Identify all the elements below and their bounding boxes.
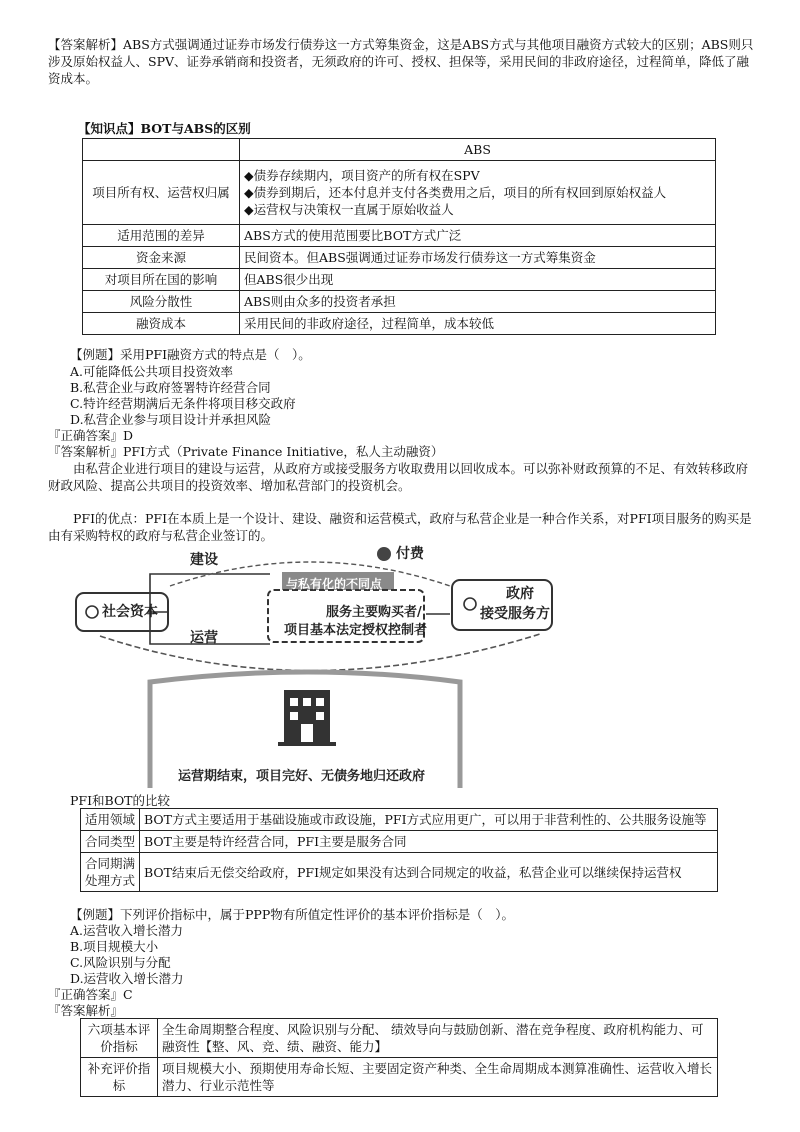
bullet-line: ◆债券存续期内，项目资产的所有权在SPV [244,168,480,183]
row-value: 民间资本。但ABS强调通过证券市场发行债券这一方式筹集资金 [240,247,716,269]
pfi-diagram [70,546,560,788]
row-value: BOT方式主要适用于基础设施或市政设施，PFI方式应用更广，可以用于非营利性的、公共服务设施等 [140,809,718,831]
knowledge-heading: 【知识点】BOT与ABS的区别 [78,121,251,136]
difference-tag: 与私有化的不同点 [286,577,383,591]
bullet-line: ◆运营权与决策权一直属于原始收益人 [244,202,454,217]
center-line-2: 项目基本法定授权控制者 [284,623,428,638]
table-row [81,1058,718,1097]
row-label: 六项基本评价指标 [81,1019,158,1058]
row-label: 风险分散性 [83,291,240,313]
table-row [81,853,718,892]
example2-correct-answer: 『正确答案』C [48,987,133,1002]
answer-text: ABS方式强调通过证券市场发行债券这一方式筹集资金，这是ABS方式与其他项目融资方式较大的区别；ABS则只涉及原始权益人、SPV、证券承销商和投资者，无须政府的许可、授权、担保等，采用民间的非政府途径，过程简单，降低了融资成本。 [48,37,754,86]
pfi-bot-table [80,808,718,892]
table-row [83,313,716,335]
abs-column-header: ABS [240,139,716,161]
bottom-caption: 运营期结束，项目完好、无债务地归还政府 [178,769,426,784]
example2-option-a: A.运营收入增长潜力 [70,923,184,938]
row-label: 合同类型 [81,831,140,853]
build-label: 建设 [190,552,218,568]
table-row [81,1019,718,1058]
row-label: 对项目所在国的影响 [83,269,240,291]
row-value: ABS则由众多的投资者承担 [240,291,716,313]
row-label: 补充评价指标 [81,1058,158,1097]
example1-option-c: C.特许经营期满后无条件将项目移交政府 [70,396,296,411]
example2-analysis-label: 『答案解析』 [48,1003,124,1018]
example1-question: 【例题】采用PFI融资方式的特点是（ ）。 [70,347,311,362]
table-row [83,161,716,225]
table-row [81,809,718,831]
bullet-line: ◆债券到期后，还本付息并支付各类费用之后，项目的所有权回到原始权益人 [244,185,667,200]
compare-heading: PFI和BOT的比较 [70,793,171,808]
row-label: 资金来源 [83,247,240,269]
example2-question: 【例题】下列评价指标中，属于PPP物有所值定性评价的基本评价指标是（ ）。 [70,907,514,922]
example2-option-c: C.风险识别与分配 [70,955,171,970]
example1-option-b: B.私营企业与政府签署特许经营合同 [70,380,271,395]
example1-option-a: A.可能降低公共项目投资效率 [70,364,234,379]
row-label: 合同期满处理方式 [81,853,140,892]
example1-analysis [48,443,443,460]
row-label: 项目所有权、运营权归属 [83,161,240,225]
service-receiver-label: 接受服务方 [480,606,550,622]
row-value: 项目规模大小、预期使用寿命长短、主要固定资产种类、全生命周期成本测算准确性、运营收入增长潜力、行业示范性等 [158,1058,718,1097]
table-row [83,225,716,247]
table-row [83,247,716,269]
center-line-1: 服务主要购买者/ [326,605,422,620]
row-label: 适用范围的差异 [83,225,240,247]
example1-correct-answer: 『正确答案』D [48,428,134,443]
row-value: 但ABS很少出现 [240,269,716,291]
example2-option-b: B.项目规模大小 [70,939,159,954]
row-label: 融资成本 [83,313,240,335]
table-row [83,269,716,291]
row-value: ABS方式的使用范围要比BOT方式广泛 [240,225,716,247]
pay-label: 付费 [396,546,424,562]
row-label: 适用领域 [81,809,140,831]
ppp-indicator-table [80,1018,718,1097]
analysis-title: PFI方式（Private Finance Initiative，私人主动融资） [123,444,444,459]
answer-label: 【答案解析】 [48,37,124,52]
social-capital-label: 社会资本 [102,604,158,620]
table-row [81,831,718,853]
table-corner-cell [83,139,240,161]
operate-label: 运营 [190,630,218,646]
example1-option-d: D.私营企业参与项目设计并承担风险 [70,412,272,427]
row-value: 全生命周期整合程度、风险识别与分配、 绩效导向与鼓励创新、潜在竞争程度、政府机构能力、可融资性【整、风、竞、绩、融资、能力】 [158,1019,718,1058]
bot-abs-table [82,138,716,335]
example1-analysis-p2: PFI的优点：PFI在本质上是一个设计、建设、融资和运营模式，政府与私营企业是一种合作关系，对PFI项目服务的购买是由有采购特权的政府与私营企业签订的。 [48,511,752,543]
example1-analysis-p1: 由私营企业进行项目的建设与运营，从政府方或接受服务方收取费用以回收成本。可以弥补财政预算的不足、有效转移政府财政风险、提高公共项目的投资效率、增加私营部门的投资机会。 [48,461,749,493]
table-row [83,291,716,313]
row-value [240,161,716,225]
government-label: 政府 [506,586,534,602]
pay-icon [377,547,391,561]
answer-explanation-1 [48,36,760,87]
row-value: BOT主要是特许经营合同，PFI主要是服务合同 [140,831,718,853]
example2-option-d: D.运营收入增长潜力 [70,971,184,986]
row-value: 采用民间的非政府途径，过程简单，成本较低 [240,313,716,335]
row-value: BOT结束后无偿交给政府，PFI规定如果没有达到合同规定的收益，私营企业可以继续保持运营权 [140,853,718,892]
analysis-label: 『答案解析』 [48,444,124,459]
